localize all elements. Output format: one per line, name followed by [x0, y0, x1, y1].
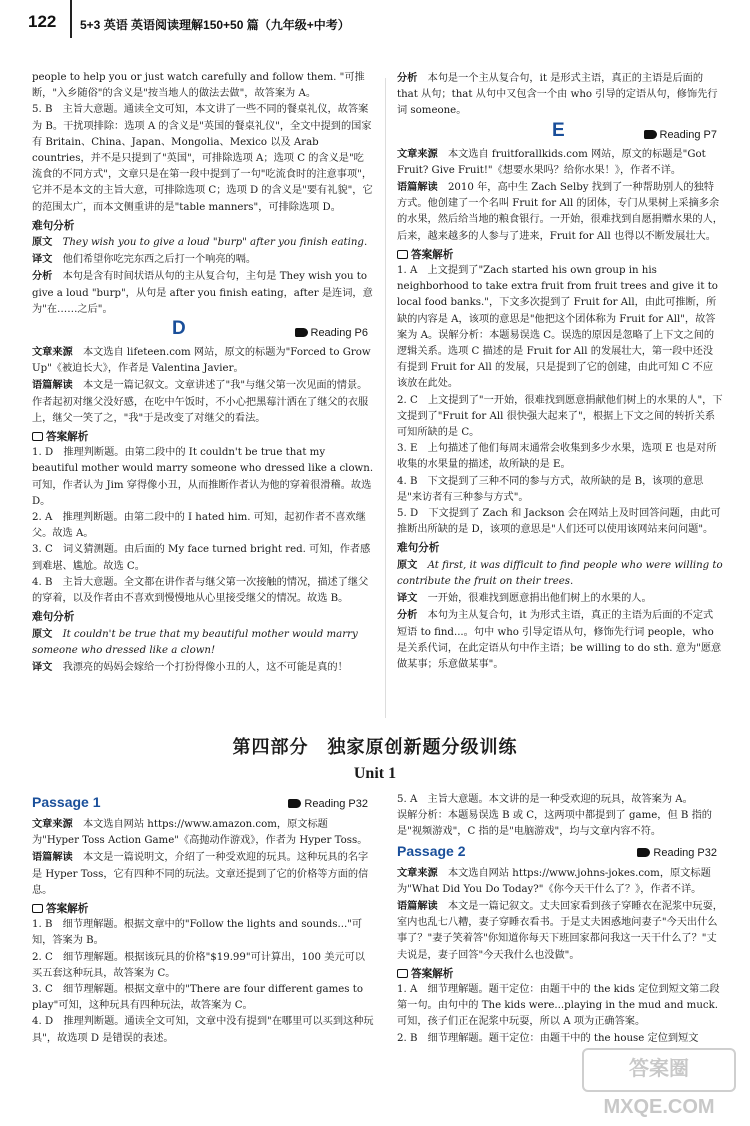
label: 译文 — [32, 253, 53, 266]
passage-2-header — [397, 843, 723, 863]
article-source: 本文选自 fruitforallkids.com 网站，原文的标题是"Got Fruit? Give Fruit!"《想要水果吗？给你水果！》，作者不详。 — [397, 148, 706, 176]
label: 文章来源 — [32, 818, 73, 830]
answer-text: people to help you or just watch carefully and follow them. "可推断，"入乡随俗"的含义是"按当地人的做法去做"，故答案为 A。 — [32, 72, 365, 100]
label: 文章来源 — [32, 346, 73, 359]
lock-icon — [397, 969, 408, 978]
source-sentence: It couldn't be true that my beautiful mother would marry someone who dressed like a clown! — [32, 628, 358, 656]
reading-ref: Reading P6 — [295, 325, 369, 341]
translation: 我漂亮的妈妈会嫁给一个打扮得像小丑的人，这不可能是真的！ — [62, 661, 348, 673]
translation: 一开始，很难找到愿意捐出他们树上的水果的人。 — [427, 593, 652, 605]
header-divider — [70, 0, 72, 38]
part-title: 第四部分 独家原创新题分级训练 — [232, 737, 518, 758]
section-heading: 难句分析 — [32, 219, 75, 232]
label: 原文 — [32, 627, 53, 640]
answer-item: 4. B 主旨大意题。全文都在讲作者与继父第一次接触的情况，描述了继父的穿着，以及作者由不喜欢到慢慢地从心里接受继父的情况。故选 B。 — [32, 576, 369, 605]
label: 分析 — [32, 270, 53, 283]
pointing-hand-icon — [637, 848, 650, 857]
answer-text: 5. B 主旨大意题。通读全文可知，本文讲了一些不同的餐桌礼仪，故答案为 B。干扰项排除：选项 A 的含义是"英国的餐桌礼仪"，全文中提到的国家有 Britain、China、Japan、Mongolia、Mexico 以及 Arab countries，并不是只提到了"英国"，可排除选项 A；选项 C 的含义是"吃流食的不同方式"，文章只是在第一段中提到了一句"吃流食时的注意事项"，它并不是本文的主旨大意，可排除选项 C；选项 D 的含义是"要有礼貌"，它的范围太广，而本文侧重讲的是"table manners"，可排除选项 D。 — [32, 104, 373, 213]
left-column — [32, 70, 374, 676]
label: 语篇解读 — [32, 851, 73, 864]
label: 原文 — [32, 236, 53, 249]
passage-title: Passage 2 — [397, 842, 466, 859]
source-sentence: At first, it was difficult to find people who were willing to contribute the fruit on their trees. — [397, 559, 723, 587]
section-heading: 答案解析 — [397, 966, 723, 982]
label: 文章来源 — [397, 147, 438, 160]
page-header — [28, 10, 728, 40]
article-summary: 本文是一篇记叙文。文章讲述了"我"与继父第一次见面的情景。作者起初对继父没好感，在吃中午饭时，不小心把黑莓汁洒在了继父的衣服上，继父一笑了之，"我"于是改变了对继父的看法。 — [32, 380, 369, 424]
reading-ref: Reading P32 — [637, 845, 717, 861]
answer-item: 5. D 下文提到了 Zach 和 Jackson 会在网站上及时回答问题，由此可推断出所缺的是 D，该项的意思是"人们还可以使用该网站来问问题"。 — [397, 508, 721, 536]
answer-item: 2. C 细节理解题。根据该玩具的价格"$19.99"可计算出，100 美元可以买五套这种玩具，故答案为 C。 — [32, 951, 365, 979]
column-divider — [385, 78, 386, 718]
unit-title: Unit 1 — [353, 765, 397, 782]
article-summary: 本文是一篇记叙文。丈夫回家看到孩子穿睡衣在泥浆中玩耍，室内也乱七八糟，妻子穿睡衣看书。于是丈夫困惑地问妻子"今天出什么事了？"妻子笑着答"你知道你每天下班回家都问我这一天干什么了？"丈夫说是，妻子回答"今天我什么也没做"。 — [397, 901, 723, 961]
section-heading: 答案解析 — [32, 901, 374, 917]
translation: 他们希望你吃完东西之后打一个响亮的嗝。 — [62, 254, 257, 266]
pointing-hand-icon — [288, 799, 301, 808]
section-letter: D — [172, 318, 186, 340]
analysis: 本句是一个主从复合句，it 是形式主语，真正的主语是后面的 that 从句；that 从句中又包含一个由 who 引导的定语从句，修饰先行词 someone。 — [397, 73, 718, 117]
section-heading: 难句分析 — [397, 542, 440, 555]
answer-item: 1. D 推理判断题。由第二段中的 It couldn't be true that my beautiful mother would marry someone who dressed like a clown. 可知，作者认为 Jim 穿得像小丑，从而推断作者认为他的穿着很滑稽。故选 D。 — [32, 447, 374, 507]
answer-item: 2. B 细节理解题。题干定位：由题干中的 the house 定位到短文 — [397, 1032, 699, 1044]
section-heading: 答案解析 — [397, 247, 723, 263]
label: 语篇解读 — [32, 379, 73, 392]
article-summary: 2010 年，高中生 Zach Selby 找到了一种帮助别人的独特方式。他创建了一个名叫 Fruit for All 的团体，专门从果树上采摘多余的水果，然后给当地的粮食银行。一开始，很难找到自愿捐赠水果的人，后来，越来越多的人参与了进来，Fruit for All 也得以不断发展壮大。 — [397, 182, 723, 242]
answer-item: 4. D 推理判断题。通读全文可知，文章中没有提到"在哪里可以买到这种玩具"，故选项 D 是错误的表述。 — [32, 1016, 374, 1044]
passage-1-header — [32, 794, 374, 814]
answer-item: 1. A 上文提到了"Zach started his own group in his neighborhood to take extra fruit from fruit trees and give it to local food banks."，下文多次提到了 Fruit for All，由此可推断，所缺的内容是 A，该项的意思是"他把这个团体称为 Fruit for All"，故答案为 A。误解分析：本题易误选 C。误选的原因是忽略了上下文之间的逻辑关系。选项 C 描述的是 Fruit for All 的发展壮大，第一段中还没有提到 Fruit for All 的发展，只是提到了它的创建，由此可知 C 不应该放在此处。 — [397, 265, 718, 390]
answer-item: 2. A 推理判断题。由第二段中的 I hated him. 可知，起初作者不喜欢继父。故选 A。 — [32, 512, 366, 540]
lock-icon — [32, 904, 43, 913]
section-e-header — [397, 119, 723, 145]
lock-icon — [397, 250, 408, 259]
reading-ref: Reading P7 — [644, 127, 718, 143]
answer-item: 2. C 上文提到了"一开始，很难找到愿意捐献他们树上的水果的人"，下文提到了"Fruit for All 很快强大起来了"，根据上下文之间的转折关系可知所缺的是 C。 — [397, 394, 723, 439]
label: 译文 — [397, 592, 418, 605]
section-letter: E — [552, 119, 565, 141]
section-heading: 难句分析 — [32, 611, 75, 624]
analysis: 本句是含有时间状语从句的主从复合句，主句是 They wish you to give a loud "burp"，从句是 after you finish eating，after 是连词，意为"在……之后"。 — [32, 271, 373, 315]
article-source: 本文选自 lifeteen.com 网站，原文的标题为"Forced to Grow Up"《被迫长大》，作者是 Valentina Javier。 — [32, 347, 371, 375]
right-column — [397, 70, 723, 673]
watermark-logo: 答案圈 MXQE.COM — [582, 1048, 736, 1092]
page-number: 122 — [28, 12, 57, 31]
answer-item: 3. C 细节理解题。根据文章中的"There are four different games to play"可知，这种玩具有四种玩法，故答案为 C。 — [32, 984, 363, 1012]
section-d-header — [32, 318, 374, 343]
answer-item: 3. E 上句描述了他们每周末通常会收集到多少水果，选项 E 也是对所收集的水果量的描述，故所缺的是 E。 — [397, 443, 717, 471]
label: 分析 — [397, 72, 418, 84]
section-heading: 答案解析 — [32, 429, 374, 445]
passage-1-column — [32, 792, 374, 1047]
passage-2-column — [397, 792, 723, 1047]
label: 原文 — [397, 558, 418, 571]
lock-icon — [32, 432, 43, 441]
source-sentence: They wish you to give a loud "burp" after you finish eating. — [62, 237, 368, 249]
answer-item: 5. A 主旨大意题。本文讲的是一种受欢迎的玩具，故答案为 A。 — [397, 794, 693, 805]
misread-analysis: 误解分析：本题易误选 B 或 C，这两项中都提到了 game，但 B 指的是"视频游戏"，C 指的是"电脑游戏"，均与文章内容不符。 — [397, 810, 712, 838]
label: 语篇解读 — [397, 181, 438, 194]
pointing-hand-icon — [295, 328, 308, 337]
answer-item: 3. C 词义猜测题。由后面的 My face turned bright red. 可知，作者感到难堪、尴尬。故选 C。 — [32, 544, 371, 572]
label: 语篇解读 — [397, 900, 438, 913]
book-title: 5+3 英语 英语阅读理解150+50 篇（九年级+中考） — [80, 18, 350, 32]
label: 译文 — [32, 660, 53, 673]
answer-item: 4. B 下文提到了三种不同的参与方式，故所缺的是 B，该项的意思是"来访者有三种参与方式"。 — [397, 475, 704, 503]
label: 分析 — [397, 609, 418, 622]
pointing-hand-icon — [644, 130, 657, 139]
answer-item: 1. A 细节理解题。题干定位：由题干中的 the kids 定位到短文第二段第一句。由句中的 The kids were...playing in the mud and muck. 可知，孩子们正在泥浆中玩耍，所以 A 项为正确答案。 — [397, 984, 720, 1028]
reading-ref: Reading P32 — [288, 796, 368, 812]
passage-title: Passage 1 — [32, 794, 101, 810]
article-source: 本文选自网站 https://www.amazon.com，原文标题为"Hyper Toss Action Game"《高抛动作游戏》，作者为 Hyper Toss。 — [32, 819, 368, 847]
analysis: 本句为主从复合句，it 为形式主语，真正的主语为后面的不定式短语 to find...。句中 who 引导定语从句，修饰先行词 people，who 是关系代词，在此定语从句中作主语；be willing to do sth. 意为"愿意做某事；乐意做某事"。 — [397, 610, 722, 670]
label: 文章来源 — [397, 866, 438, 879]
answer-item: 1. B 细节理解题。根据文章中的"Follow the lights and sounds..."可知，答案为 B。 — [32, 919, 363, 947]
article-source: 本文选自网站 https://www.johns-jokes.com，原文标题为"What Did You Do Today?"《你今天干什么了？》，作者不详。 — [397, 867, 711, 895]
article-summary: 本文是一篇说明文，介绍了一种受欢迎的玩具。这种玩具的名字是 Hyper Toss，它有四种不同的玩法。文章还提到了它的价格等方面的信息。 — [32, 852, 369, 896]
